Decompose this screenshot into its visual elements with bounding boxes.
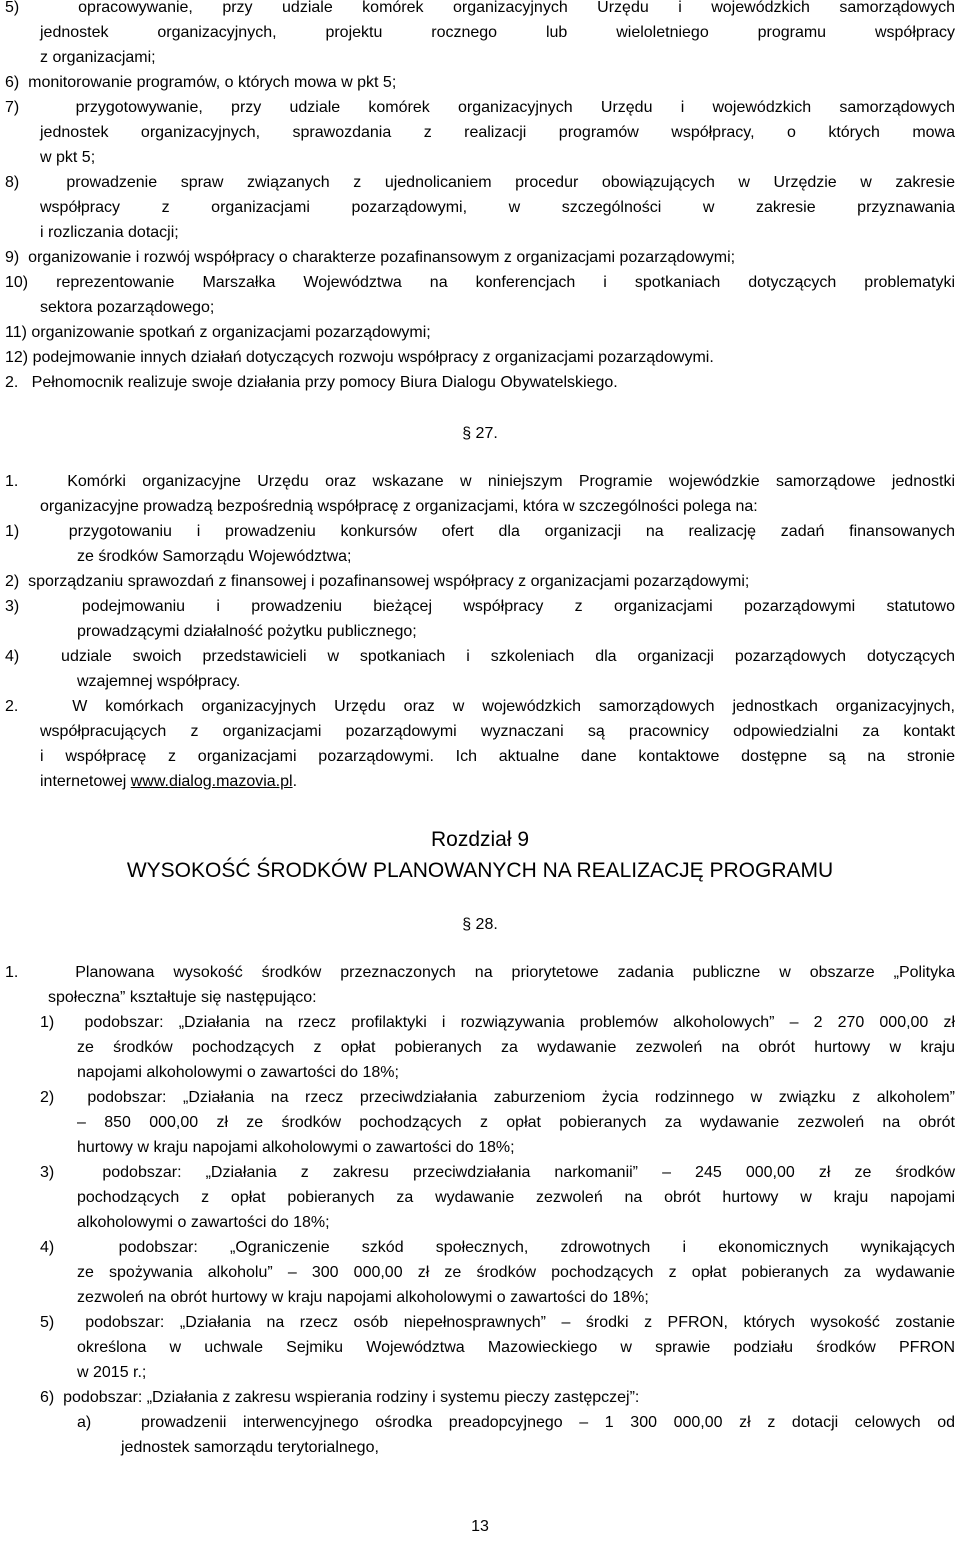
text-line: a) prowadzenii interwencyjnego ośrodka preadopcyjnego – 1 300 000,00 zł z dotacji celowych od [77,1414,955,1431]
text-line: jednostek organizacyjnych, projektu rocznego lub wieloletniego programu współpracy [40,24,955,41]
text-line: ze środków pochodzących z opłat pobieranych za wydawanie zezwoleń na obrót hurtowy w kraju [77,1039,955,1056]
text-line: współpracujących z organizacjami pozarządowymi wyznaczani są pracownicy odpowiedzialni za kontakt [40,723,955,740]
text-line: 8) prowadzenie spraw związanych z ujednolicaniem procedur obowiązujących w Urzędzie w zakresie [5,174,955,191]
text-line: w 2015 r.; [77,1364,147,1381]
text-line: hurtowy w kraju napojami alkoholowymi o zawartości do 18%; [77,1139,515,1156]
website-link[interactable]: www.dialog.mazovia.pl [130,773,293,790]
text-line: 3) podejmowaniu i prowadzeniu bieżącej współpracy z organizacjami pozarządowymi statutowo [5,598,955,615]
text-line [40,772,297,792]
text-line: 1) przygotowaniu i prowadzeniu konkursów ofert dla organizacji na realizację zadań finansowanych [5,523,955,540]
section-number: § 28. [462,916,498,933]
text-line: – 850 000,00 zł ze środków pochodzących z opłat pobieranych za wydawanie zezwoleń na obrót [77,1114,955,1131]
text-line: organizacyjne prowadzą bezpośrednią współpracę z organizacjami, która w szczególności polega na: [40,498,758,515]
text-line: w pkt 5; [40,149,96,166]
chapter-title: Rozdział 9 [430,828,530,851]
text-line: i współpracę z organizacjami pozarządowymi. Ich aktualne dane kontaktowe dostępne są na stronie [40,748,955,765]
text-line: 11) organizowanie spotkań z organizacjami pozarządowymi; [5,324,431,341]
text-line: 1. Planowana wysokość środków przeznaczonych na priorytetowe zadania publiczne w obszarze „Polityka [5,964,955,981]
text-line: zezwoleń na obrót hurtowy w kraju napojami alkoholowymi o zawartości do 18%; [77,1289,649,1306]
page-number: 13 [471,1518,489,1535]
text-line: 5) opracowywanie, przy udziale komórek organizacyjnych Urzędu i wojewódzkich samorządowych [5,0,955,16]
text-line: 2. Pełnomocnik realizuje swoje działania przy pomocy Biura Dialogu Obywatelskiego. [5,374,618,391]
text-line: pochodzących z opłat pobieranych za wydawanie zezwoleń na obrót hurtowy w kraju napojami [77,1189,955,1206]
text-line: 7) przygotowywanie, przy udziale komórek organizacyjnych Urzędu i wojewódzkich samorządowych [5,99,955,116]
text-line: współpracy z organizacjami pozarządowymi, w szczególności w zakresie przyznawania [40,199,955,216]
text-line: z organizacjami; [40,49,156,66]
text-line: ze środków Samorządu Województwa; [77,548,352,565]
text-span: . [292,773,298,790]
text-line: jednostek samorządu terytorialnego, [121,1439,379,1456]
text-line: alkoholowymi o zawartości do 18%; [77,1214,330,1231]
text-line: i rozliczania dotacji; [40,224,179,241]
text-line: 2) sporządzaniu sprawozdań z finansowej i pozafinansowej współpracy z organizacjami pozarządowymi; [5,573,750,590]
text-span: internetowej [40,773,131,790]
text-line: 9) organizowanie i rozwój współpracy o charakterze pozafinansowym z organizacjami pozarządowymi; [5,249,736,266]
text-line: napojami alkoholowymi o zawartości do 18%; [77,1064,399,1081]
text-line: 2) podobszar: „Działania na rzecz przeciwdziałania zaburzeniom życia rodzinnego w związku z alkoholem” [40,1089,955,1106]
text-line: wzajemnej współpracy. [77,673,241,690]
text-line: sektora pozarządowego; [40,299,215,316]
chapter-subtitle: WYSOKOŚĆ ŚRODKÓW PLANOWANYCH NA REALIZACJĘ PROGRAMU [126,859,834,882]
text-line: ze spożywania alkoholu” – 300 000,00 zł ze środków pochodzących z opłat pobieranych za wydawanie [77,1264,955,1281]
text-line: 6) podobszar: „Działania z zakresu wspierania rodziny i systemu pieczy zastępczej”: [40,1389,640,1406]
text-line: 2. W komórkach organizacyjnych Urzędu oraz w wojewódzkich samorządowych jednostkach organizacyjnych, [5,698,955,715]
text-line: 5) podobszar: „Działania na rzecz osób niepełnosprawnych” – środki z PFRON, których wysokość zostanie [40,1314,955,1331]
section-number: § 27. [462,425,498,442]
text-line: określona w uchwale Sejmiku Województwa Mazowieckiego w sprawie podziału środków PFRON [77,1339,955,1356]
text-line: 4) podobszar: „Ograniczenie szkód społecznych, zdrowotnych i ekonomicznych wynikających [40,1239,955,1256]
text-line: 1) podobszar: „Działania na rzecz profilaktyki i rozwiązywania problemów alkoholowych” – 2 270 000,00 zł [40,1014,955,1031]
text-line: jednostek organizacyjnych, sprawozdania z realizacji programów współpracy, o których mowa [40,124,955,141]
text-line: prowadzącymi działalność pożytku publicznego; [77,623,417,640]
text-line: 4) udziale swoich przedstawicieli w spotkaniach i szkoleniach dla organizacji pozarządowych dotyczących [5,648,955,665]
text-line: 12) podejmowanie innych działań dotyczących rozwoju współpracy z organizacjami pozarządowymi. [5,349,714,366]
text-line: 6) monitorowanie programów, o których mowa w pkt 5; [5,74,397,91]
text-line: 3) podobszar: „Działania z zakresu przeciwdziałania narkomanii” – 245 000,00 zł ze środków [40,1164,955,1181]
text-line: społeczna” kształtuje się następująco: [48,989,317,1006]
text-line: 10) reprezentowanie Marszałka Województwa na konferencjach i spotkaniach dotyczących problematyki [5,274,955,291]
text-line: 1. Komórki organizacyjne Urzędu oraz wskazane w niniejszym Programie wojewódzkie samorządowe jednostki [5,473,955,490]
